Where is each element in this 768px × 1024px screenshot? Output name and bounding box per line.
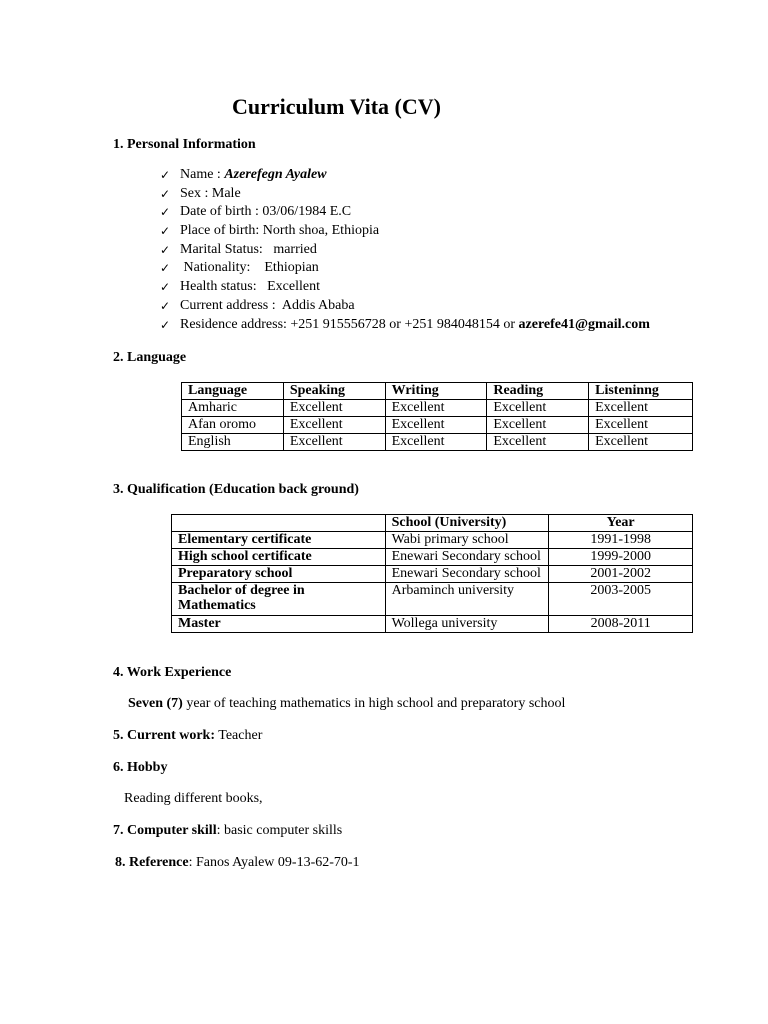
dob-item: Date of birth : 03/06/1984 E.C — [180, 204, 352, 220]
table-row — [172, 616, 693, 633]
table-cell: 1991-1998 — [549, 532, 693, 549]
section-hobby-heading: 6. Hobby — [113, 760, 168, 775]
table-cell: Excellent — [385, 400, 487, 417]
table-cell: Wabi primary school — [385, 532, 549, 549]
table-cell: 2001-2002 — [549, 566, 693, 583]
check-icon: ✓ — [160, 280, 171, 295]
header-writing: Writing — [385, 383, 487, 400]
name-value: Azerefegn Ayalew — [224, 167, 327, 182]
section-work-heading: 4. Work Experience — [113, 665, 232, 680]
header-school: School (University) — [385, 515, 549, 532]
table-cell: Excellent — [385, 434, 487, 451]
table-cell: Excellent — [283, 400, 385, 417]
check-icon: ✓ — [160, 168, 171, 182]
table-cell: 2008-2011 — [549, 616, 693, 633]
computer-skill-label: 7. Computer skill — [113, 823, 217, 838]
work-description: year of teaching mathematics in high school and preparatory school — [182, 696, 566, 711]
name-label: Name : — [180, 167, 225, 182]
check-icon: ✓ — [160, 205, 171, 220]
table-cell: Excellent — [487, 400, 589, 417]
table-row — [172, 566, 693, 583]
check-icon: ✓ — [160, 261, 171, 276]
table-cell: Bachelor of degree in Mathematics — [172, 583, 386, 616]
table-cell: Excellent — [589, 417, 693, 434]
header-empty — [172, 515, 386, 532]
header-reading: Reading — [487, 383, 589, 400]
list-item — [160, 259, 650, 278]
table-cell: 2003-2005 — [549, 583, 693, 616]
table-cell: Amharic — [182, 400, 284, 417]
sex-item: Sex : Male — [180, 185, 241, 201]
table-cell: 1999-2000 — [549, 549, 693, 566]
table-header-row — [172, 515, 693, 532]
table-row — [182, 400, 693, 417]
table-cell: Wollega university — [385, 616, 549, 633]
list-item — [160, 297, 650, 316]
check-icon: ✓ — [160, 298, 171, 313]
check-icon: ✓ — [160, 224, 171, 239]
residence-label: Residence address: +251 915556728 or +251 984048154 or — [180, 316, 519, 332]
table-cell: Excellent — [385, 417, 487, 434]
header-speaking: Speaking — [283, 383, 385, 400]
reference-line — [115, 855, 360, 871]
table-cell: Excellent — [487, 417, 589, 434]
work-experience-text — [128, 696, 565, 712]
table-row — [182, 434, 693, 451]
header-listening: Listeninng — [589, 383, 693, 400]
current-work-value: Teacher — [215, 728, 263, 743]
hobby-text: Reading different books, — [124, 791, 263, 806]
table-row — [182, 417, 693, 434]
check-icon: ✓ — [160, 317, 171, 332]
table-cell: Excellent — [283, 434, 385, 451]
section-language-heading: 2. Language — [113, 350, 187, 365]
table-row — [172, 532, 693, 549]
table-cell: Excellent — [589, 434, 693, 451]
table-cell: Enewari Secondary school — [385, 566, 549, 583]
table-cell: Enewari Secondary school — [385, 549, 549, 566]
list-item — [160, 185, 650, 204]
personal-info-list — [160, 166, 650, 334]
reference-label: 8. Reference — [115, 855, 189, 870]
table-cell: Arbaminch university — [385, 583, 549, 616]
list-item — [160, 241, 650, 260]
table-cell: English — [182, 434, 284, 451]
table-cell: Excellent — [487, 434, 589, 451]
page-title: Curriculum Vita (CV) — [232, 94, 441, 119]
table-cell: Excellent — [589, 400, 693, 417]
check-icon: ✓ — [160, 186, 171, 201]
header-language: Language — [182, 383, 284, 400]
reference-value: : Fanos Ayalew 09-13-62-70-1 — [188, 855, 360, 870]
qualification-table — [171, 514, 693, 633]
table-cell: Master — [172, 616, 386, 633]
list-item — [160, 166, 650, 185]
list-item — [160, 203, 650, 222]
language-table — [181, 382, 693, 451]
nationality-item: Nationality: Ethiopian — [180, 260, 319, 276]
header-year: Year — [549, 515, 693, 532]
current-work-line — [113, 728, 262, 744]
table-cell: Preparatory school — [172, 566, 386, 583]
email-value: azerefe41@gmail.com — [518, 316, 650, 332]
list-item — [160, 222, 650, 241]
table-header-row — [182, 383, 693, 400]
table-cell: Excellent — [283, 417, 385, 434]
section-qualification-heading: 3. Qualification (Education back ground) — [113, 482, 359, 497]
table-row — [172, 549, 693, 566]
table-row — [172, 583, 693, 616]
table-cell: High school certificate — [172, 549, 386, 566]
computer-skill-line — [113, 823, 342, 839]
pob-item: Place of birth: North shoa, Ethiopia — [180, 223, 380, 239]
address-item: Current address : Addis Ababa — [180, 297, 355, 313]
work-years: Seven (7) — [128, 696, 183, 711]
list-item — [160, 278, 650, 297]
table-cell: Elementary certificate — [172, 532, 386, 549]
health-item: Health status: Excellent — [180, 279, 320, 295]
marital-item: Marital Status: married — [180, 241, 317, 257]
current-work-label: 5. Current work: — [113, 728, 216, 743]
check-icon: ✓ — [160, 242, 171, 257]
table-cell: Afan oromo — [182, 417, 284, 434]
computer-skill-value: : basic computer skills — [216, 823, 343, 838]
section-personal-heading: 1. Personal Information — [113, 137, 256, 152]
list-item — [160, 316, 650, 335]
